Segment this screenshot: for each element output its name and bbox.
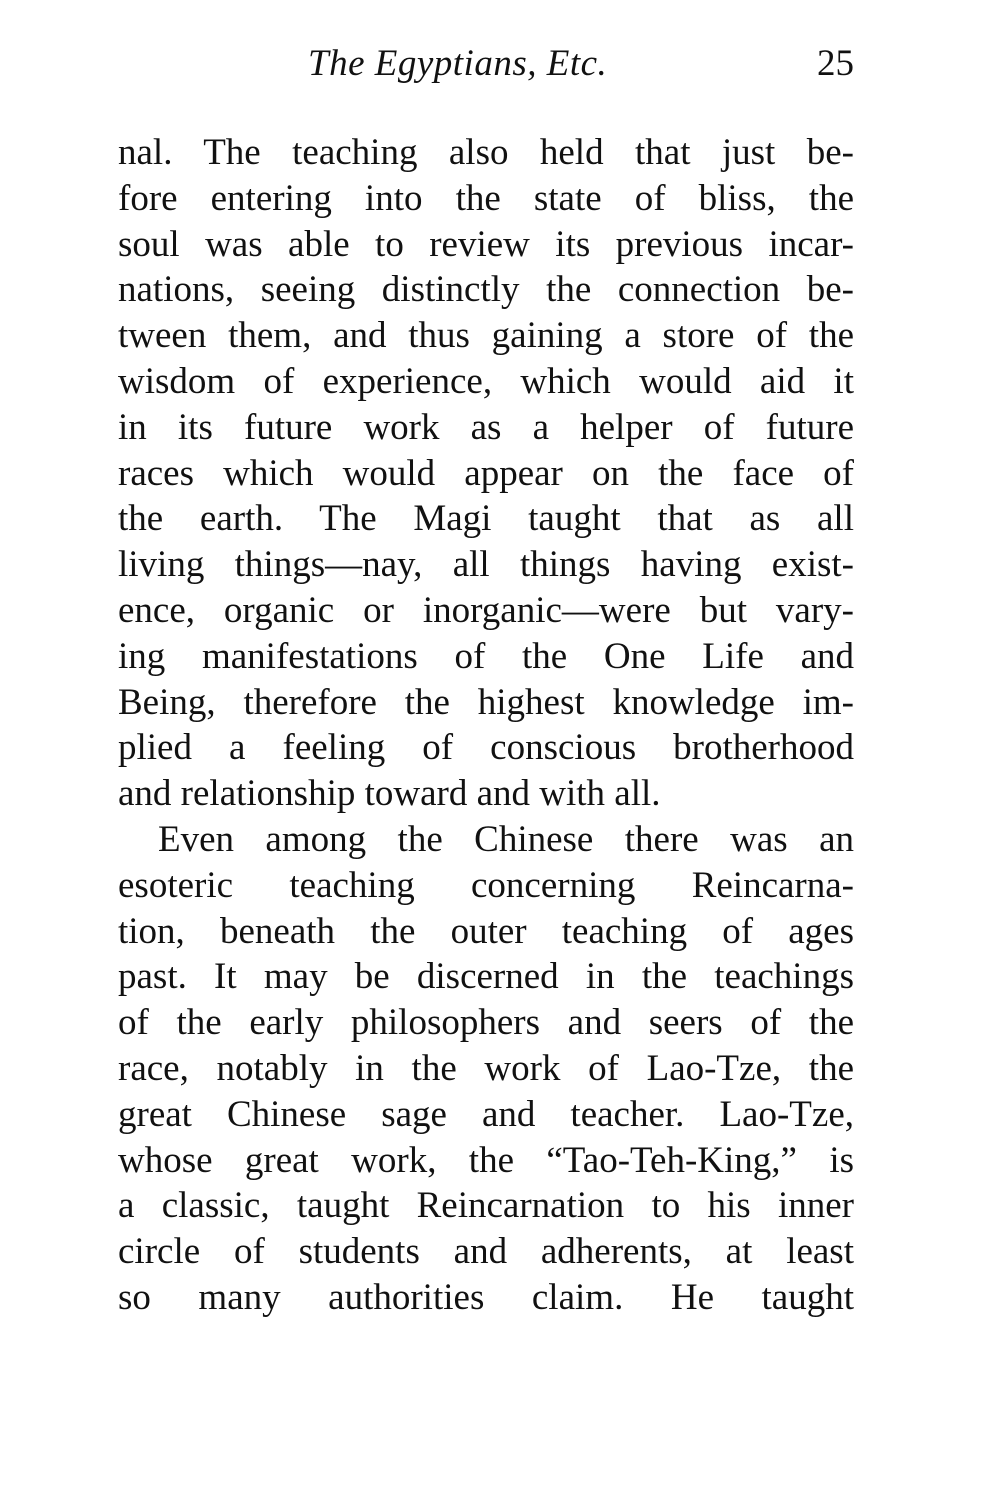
text-line: nal. The teaching also held that just be-: [118, 132, 854, 173]
text-line: race, notably in the work of Lao-Tze, the: [118, 1047, 854, 1089]
text-line: in its future work as a helper of future: [118, 406, 854, 448]
text-line: races which would appear on the face of: [118, 452, 854, 494]
text-line: soul was able to review its previous incar-: [118, 223, 854, 265]
text-line: plied a feeling of conscious brotherhood: [118, 727, 854, 769]
text-line: wisdom of experience, which would aid it: [118, 360, 854, 402]
text-line: ence, organic or inorganic—were but vary-: [118, 589, 854, 631]
text-line: great Chinese sage and teacher. Lao-Tze,: [118, 1093, 854, 1135]
text-line: the earth. The Magi taught that as all: [118, 498, 854, 540]
text-line: living things—nay, all things having exist-: [118, 544, 854, 586]
text-line: and relationship toward and with all.: [118, 773, 661, 815]
text-line: ing manifestations of the One Life and: [118, 635, 854, 677]
text-line: Being, therefore the highest knowledge im-: [118, 681, 854, 723]
running-title: The Egyptians, Etc.: [308, 43, 608, 84]
text-line: tween them, and thus gaining a store of the: [118, 315, 854, 357]
text-line: esoteric teaching concerning Reincarna-: [118, 864, 854, 906]
body-text: [118, 130, 854, 1321]
text-line: a classic, taught Reincarnation to his inner: [118, 1185, 854, 1227]
text-line: fore entering into the state of bliss, the: [118, 177, 854, 219]
running-head: [118, 40, 854, 88]
text-line: tion, beneath the outer teaching of ages: [118, 910, 854, 952]
text-line: circle of students and adherents, at least: [118, 1231, 854, 1273]
text-line: of the early philosophers and seers of the: [118, 1002, 854, 1044]
paragraph: [118, 130, 854, 817]
text-line: past. It may be discerned in the teachings: [118, 956, 854, 998]
text-line: Even among the Chinese there was an: [158, 818, 854, 860]
text-line: nations, seeing distinctly the connection be-: [118, 269, 854, 311]
text-line: whose great work, the “Tao-Teh-King,” is: [118, 1139, 854, 1181]
text-line: so many authorities claim. He taught: [118, 1276, 854, 1318]
paragraph: [118, 817, 854, 1321]
page-number: 25: [817, 43, 854, 84]
